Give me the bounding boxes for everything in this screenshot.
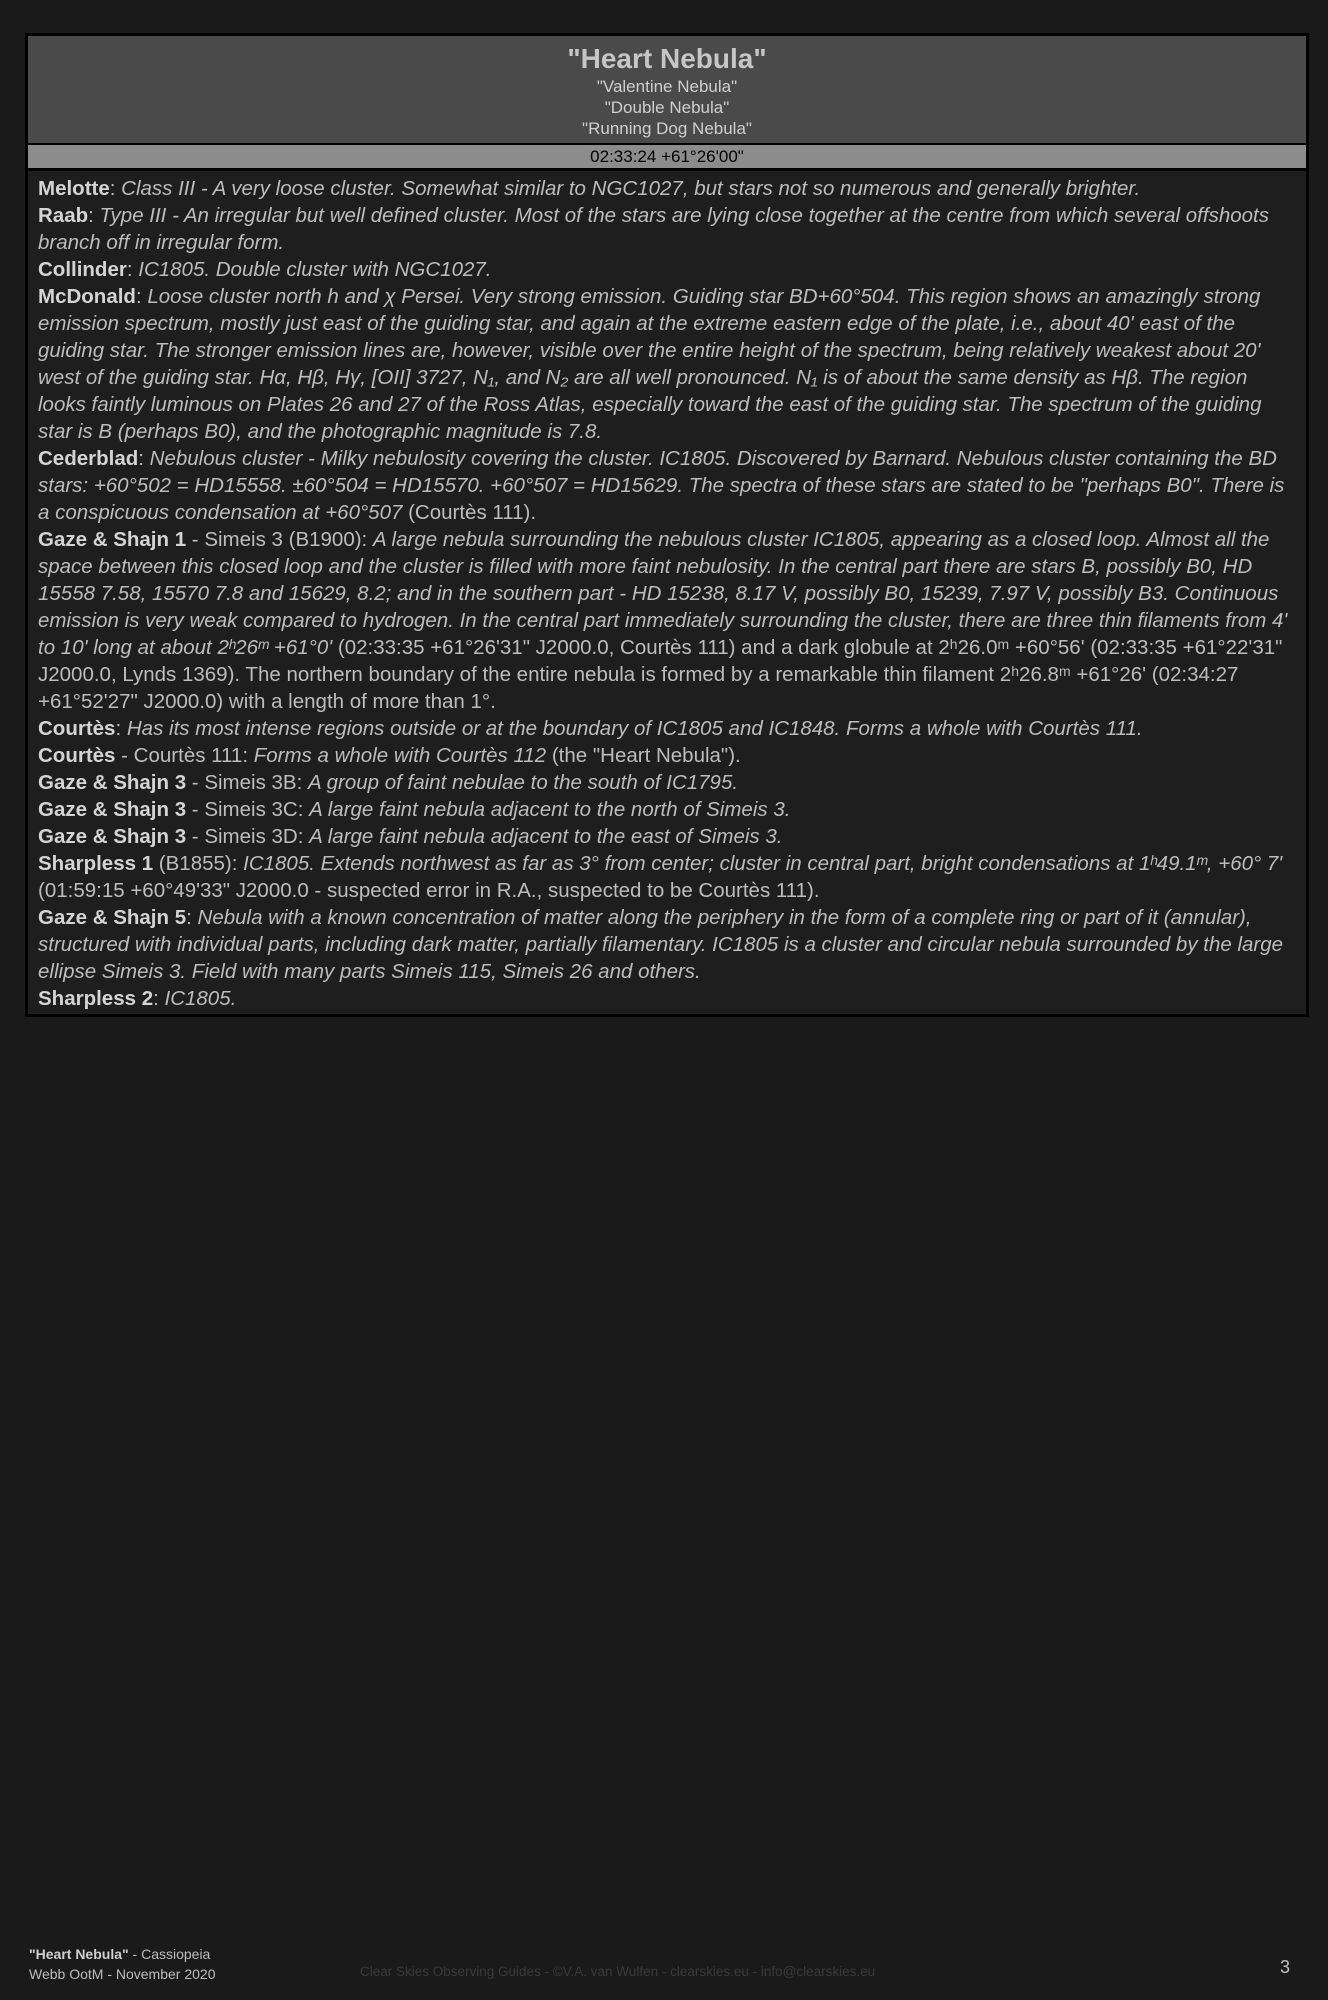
entry-text: IC1805. Extends northwest as far as 3° from center; cluster in central part, bright condensations at 1ʰ49.1ᵐ, +60° 7' xyxy=(243,852,1283,875)
catalog-entry xyxy=(38,742,1298,769)
coordinates: 02:33:24 +61°26'00" xyxy=(28,145,1306,171)
entry-text: A large nebula surrounding the nebulous cluster IC1805, appearing as a closed loop. Almost all the space between this closed loop and the cluster is filled with more faint nebulosity. In the central part there are stars B, possibly B0, HD 15558 7.58, 15570 7.8 and 15629, 8.2; and in the southern part - HD 15238, 8.17 V, possibly B0, 15239, 7.97 V, possibly B3. Continuous emission is very weak compared to hydrogen. In the central part immediately surrounding the cluster, there are three thin filaments from 4' to 10' long at about 2ʰ26ᵐ +61°0' xyxy=(38,528,1288,659)
entry-text: IC1805. xyxy=(164,987,237,1010)
catalog-entry xyxy=(38,256,1298,283)
entry-source: McDonald xyxy=(38,285,136,308)
catalog-entry xyxy=(38,445,1298,526)
entry-after: (02:33:35 +61°26'31" J2000.0, Courtès 111) and a dark globule at 2ʰ26.0ᵐ +60°56' (02:33:35 +61°22'31" J2000.0, Lynds 1369). The northern boundary of the entire nebula is formed by a remarkable thin filament 2ʰ26.8ᵐ +61°26' (02:34:27 +61°52'27" J2000.0) with a length of more than 1°. xyxy=(38,636,1283,713)
entry-source: Gaze & Shajn 3 xyxy=(38,798,187,821)
entry-after: (the "Heart Nebula"). xyxy=(546,744,741,767)
entry-text: Has its most intense regions outside or at the boundary of IC1805 and IC1848. Forms a whole with Courtès 111. xyxy=(126,717,1143,740)
entry-text: Forms a whole with Courtès 112 xyxy=(253,744,547,767)
entry-after: (01:59:15 +60°49'33" J2000.0 - suspected error in R.A., suspected to be Courtès 111). xyxy=(38,879,820,902)
entry-separator: : xyxy=(138,447,150,470)
object-title: "Heart Nebula" xyxy=(567,43,767,74)
catalog-entry xyxy=(38,283,1298,445)
alias-1: "Valentine Nebula" xyxy=(596,77,738,96)
catalog-entry xyxy=(38,202,1298,256)
footer-left xyxy=(29,1944,216,1984)
entry-text: Nebula with a known concentration of matter along the periphery in the form of a complete ring or part of it (annular), structured with individual parts, including dark matter, partially filamentary. IC1805 is a cluster and circular nebula surrounded by the large ellipse Simeis 3. Field with many parts Simeis 115, Simeis 26 and others. xyxy=(38,906,1284,983)
entry-separator: - Courtès 111: xyxy=(115,744,254,767)
entry-source: Gaze & Shajn 1 xyxy=(38,528,187,551)
entry-separator: - Simeis 3C: xyxy=(186,798,310,821)
entry-text: Type III - An irregular but well defined cluster. Most of the stars are lying close together at the centre from which several offshoots branch off in irregular form. xyxy=(38,204,1269,254)
footer-object-name: "Heart Nebula" xyxy=(29,1946,129,1962)
entry-text: Nebulous cluster - Milky nebulosity covering the cluster. IC1805. Discovered by Barnard. Nebulous cluster containing the BD stars: +60°502 = HD15558. ±60°504 = HD15570. +60°507 = HD15629. The spectra of these stars are stated to be "perhaps B0". There is a conspicuous condensation at +60°507 xyxy=(38,447,1285,524)
object-card xyxy=(25,33,1309,1017)
footer-guide: Webb OotM - November 2020 xyxy=(29,1966,216,1982)
catalog-entry xyxy=(38,985,1298,1012)
entry-text: A group of faint nebulae to the south of IC1795. xyxy=(308,771,739,794)
entry-source: Raab xyxy=(38,204,89,227)
entry-separator: (B1855): xyxy=(153,852,244,875)
entry-separator: : xyxy=(109,177,122,200)
entry-text: A large faint nebula adjacent to the east of Simeis 3. xyxy=(309,825,783,848)
alias-3: "Running Dog Nebula" xyxy=(582,119,752,138)
entry-source: Courtès xyxy=(38,717,116,740)
entry-separator: - Simeis 3 (B1900): xyxy=(186,528,373,551)
footer-constellation: - Cassiopeia xyxy=(128,1946,211,1962)
catalog-entry xyxy=(38,850,1298,904)
entry-source: Sharpless 1 xyxy=(38,852,154,875)
page-number: 3 xyxy=(1280,1957,1291,1977)
entry-separator: - Simeis 3B: xyxy=(186,771,308,794)
entry-separator: : xyxy=(88,204,100,227)
entry-source: Melotte xyxy=(38,177,110,200)
footer-credits: Clear Skies Observing Guides - ©V.A. van Wulfen - clearskies.eu - info@clearskies.eu xyxy=(360,1964,876,1979)
entry-source: Gaze & Shajn 5 xyxy=(38,906,187,929)
alias-2: "Double Nebula" xyxy=(604,98,730,117)
entry-source: Collinder xyxy=(38,258,127,281)
catalog-entry xyxy=(38,769,1298,796)
entry-text: Loose cluster north h and χ Persei. Very strong emission. Guiding star BD+60°504. This region shows an amazingly strong emission spectrum, mostly just east of the guiding star, and again at the extreme eastern edge of the plate, i.e., about 40' east of the guiding star. The stronger emission lines are, however, visible over the entire height of the spectrum, being relatively weakest about 20' west of the guiding star. Hα, Hβ, Hγ, [OII] 3727, N₁, and N₂ are all well pronounced. N₁ is of about the same density as Hβ. The region looks faintly luminous on Plates 26 and 27 of the Ross Atlas, especially toward the east of the guiding star. The spectrum of the guiding star is B (perhaps B0), and the photographic magnitude is 7.8. xyxy=(38,285,1262,443)
entry-source: Courtès xyxy=(38,744,116,767)
entry-separator: : xyxy=(135,285,148,308)
entry-text: Class III - A very loose cluster. Somewhat similar to NGC1027, but stars not so numerous and generally brighter. xyxy=(121,177,1141,200)
entry-separator: : xyxy=(186,906,198,929)
card-header xyxy=(28,36,1306,145)
entry-source: Gaze & Shajn 3 xyxy=(38,771,187,794)
entry-separator: - Simeis 3D: xyxy=(186,825,310,848)
catalog-entry xyxy=(38,904,1298,985)
entry-source: Sharpless 2 xyxy=(38,987,154,1010)
entry-separator: : xyxy=(115,717,127,740)
entry-text: IC1805. Double cluster with NGC1027. xyxy=(138,258,492,281)
entry-source: Cederblad xyxy=(38,447,139,470)
catalog-entry xyxy=(38,175,1298,202)
entry-text: A large faint nebula adjacent to the north of Simeis 3. xyxy=(309,798,791,821)
entry-separator: : xyxy=(153,987,165,1010)
catalog-entry xyxy=(38,526,1298,715)
entry-source: Gaze & Shajn 3 xyxy=(38,825,187,848)
entry-after: (Courtès 111). xyxy=(402,501,537,524)
catalog-entry xyxy=(38,796,1298,823)
entry-separator: : xyxy=(126,258,139,281)
catalog-entry xyxy=(38,823,1298,850)
catalog-entry xyxy=(38,715,1298,742)
catalog-entries xyxy=(28,171,1306,1014)
